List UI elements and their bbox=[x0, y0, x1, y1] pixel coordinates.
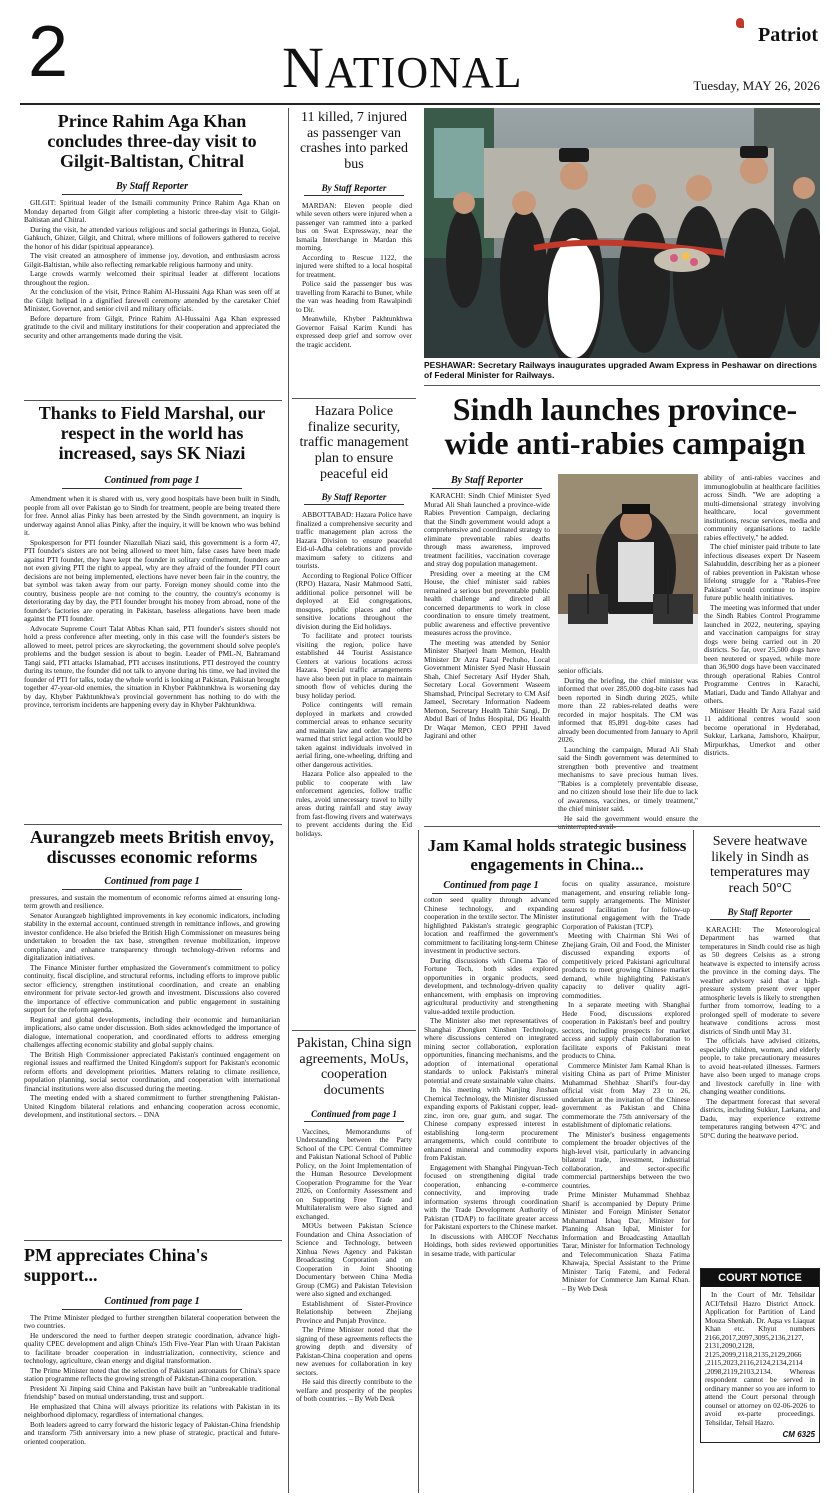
byline-rule bbox=[304, 504, 404, 505]
paragraph: Advocate Supreme Court Talat Abbas Khan said, PTI founder's sisters should not hold a press conference after meeting, only in this case will the founder's sisters be allowed to meet, petrol prices are skyrocketing, the government should solve people's problems and the budget session is about to begin. Leader of PML-N, Bahramand Tangi said, PTI attacks Islamabad, PTI accuses institutions, PTI destroyed the country during its tenure, the founder did not talk to anyone during his time, we had invited the founder of PTI for talks, today the whole world is looking at Pakistan, Pakistan brought together 47-year-old enemies, the situation in Khyber Pakhtunkhwa is worsening day by day, Khyber Pakhtunkhwa's provincial government has nothing to do with the province, terrorism incidents are happening every day in Khyber Pakhtunkhwa. bbox=[24, 623, 280, 710]
paragraph: KARACHI: Sindh Chief Minister Syed Murad Ali Shah launched a province-wide Rabies Prevention Campaign, declaring that the Sindh government would adopt a comprehensive and coordinated strategy to eliminate preventable rabies deaths through mass awareness, improved treatment facilities, vaccination coverage and stray dog population management. bbox=[424, 491, 550, 568]
paragraph: ability of anti-rabies vaccines and immunoglobulin at healthcare facilities across Sindh. "We are adopting a multi-dimensional strategy involving healthcare, local government institutions, rescue services, media and community organisations to tackle rabies effectively," he added. bbox=[704, 473, 820, 542]
rabies-byline-wrap bbox=[424, 475, 550, 489]
byline-rule bbox=[304, 1121, 404, 1122]
headline: Thanks to Field Marshal, our respect in the world has increased, says SK Niazi bbox=[38, 403, 266, 463]
paragraph: Senator Aurangzeb highlighted improvements in key economic indicators, including stability in the external account, continued strength in remittance inflows, and growing investor confidence. He also briefed the British High Commissioner on measures being undertaken to broaden the tax base, strengthen revenue mobilization, improve compliance, and enhance transparency through technology-driven reforms and digitalization initiatives. bbox=[24, 910, 280, 963]
headline: Hazara Police finalize security, traffic management plan to ensure peaceful eid bbox=[299, 404, 409, 482]
paragraph: During the briefing, the chief minister was informed that over 285,000 dog-bite cases had been reported in Sindh during 2025, while more than 22 rabies-related deaths were recorded in major hospitals. The CM was informed that 85,891 dog-bite cases had already been documented from January to April 2026. bbox=[558, 675, 698, 744]
paragraph: KARACHI: The Meteorological Department has warned that temperatures in Sindh could rise as high as 50 degrees Celsius as a strong heatwave is expected to intensify across the province in the coming days. The weather advisory said that a high-pressure system present over upper atmospheric levels is likely to strengthen further from tomorrow, leading to a prolonged spell of moderate to severe heatwave conditions across most districts of Sindh until May 31. bbox=[700, 924, 820, 1036]
court-notice-text: In the Court of Mr. Tehsildar ACI/Tehsil Hazro District Attock. Application for Partition of Land Mouza Shenkah. Dr. Aqsa vs Liaquat Khan etc. Khyut numbers 2166,2017,2097,3095,2136,2127, 2131,2090,2128, 2125,2099,2118,2135,2129,2066 ,2115,2023,2116,2124,2134,2114 ,2098,2119,2103,2134. Whereas respondent cannot be served in ordinary manner so you are inform to attend the Court personal through counsel or attorney on 02-06-2026 to avoid ex-parte proceedings. Tehsildar, Tehsil Hazro. bbox=[705, 1290, 815, 1427]
paragraph: Establishment of Sister-Province Relationship between Zhejiang Province and Punjab Province. bbox=[296, 1298, 412, 1325]
article-body bbox=[24, 199, 280, 340]
byline-rule bbox=[62, 194, 242, 195]
byline-rule bbox=[62, 1309, 242, 1310]
masthead bbox=[0, 0, 840, 104]
paragraph: pressures, and sustain the momentum of economic reforms aimed at ensuring long-term growth and resilience. bbox=[24, 892, 280, 911]
section-title bbox=[282, 35, 523, 100]
headline: Aurangzeb meets British envoy, discusses economic reforms bbox=[30, 827, 274, 867]
article-body bbox=[296, 1128, 412, 1404]
jam-kamal-col-1 bbox=[424, 896, 558, 1259]
paragraph: According to Regional Police Officer (RPO) Hazara, Nasir Mahmood Satti, additional police personnel will be deployed at Eid congregations, mosques, public places and other sensitive locations throughout the division during the Eid holidays. bbox=[296, 570, 412, 631]
byline-rule bbox=[432, 893, 550, 894]
paragraph: The Prime Minister pledged to further strengthen bilateral cooperation between the two countries. bbox=[24, 1312, 280, 1331]
paragraph: Engagement with Shanghai Pingyuan-Tech focused on strengthening digital trade cooperation, enhancing e-commerce connectivity, and improving trade information systems through coordination with the Trade Development Authority of Pakistan (TDAP) to facilitate greater access for Pakistani exporters to the Chinese market. bbox=[424, 1162, 558, 1231]
paragraph: Prime Minister Muhammad Shehbaz Sharif is accompanied by Deputy Prime Minister and Foreign Minister Senator Muhammad Ishaq Dar, Minister for Planning Ahsan Iqbal, Minister for Information and Broadcasting Attaullah Tarar, Minister for Information Technology and Telecommunication Shaza Fatima Khawaja, Special Assistant to the Prime Minister Tariq Fatemi, and Federal Minister for Commerce Jam Kamal Khan. – By Web Desk bbox=[562, 1190, 690, 1293]
rabies-col-1 bbox=[424, 492, 550, 742]
article-heatwave bbox=[700, 834, 820, 1141]
divider bbox=[292, 398, 416, 399]
article-niazi bbox=[24, 404, 280, 711]
paragraph: The meeting was informed that under the Sindh Rabies Control Programme launched in 2022, neutering, spaying and vaccination campaigns for stray dogs were being carried out in 20 districts. So far, over 25,500 dogs have been neutered or spayed, while more than 36,900 dogs have been vaccinated through operational Rabies Control Programme Centres in Karachi, Matiari, Dadu and Tando Allahyar and others. bbox=[704, 602, 820, 705]
rabies-col-3 bbox=[704, 474, 820, 759]
byline: Continued from page 1 bbox=[104, 1295, 200, 1307]
paragraph: Amendment when it is shared with us, very good hospitals have been built in Sindh, people from all over Pakistan go to Sindh for treatment, people are being treated there for free. Annol alias Pinky has been arrested by the Sindh government, an inquiry is underway against Annol alias Pinky, after the inquiry, it will be known who was behind it. bbox=[24, 494, 280, 538]
paragraph: President Xi Jinping said China and Pakistan have built an "unbreakable traditional friendship" based on mutual understanding, trust and support. bbox=[24, 1383, 280, 1402]
court-notice-body bbox=[701, 1287, 819, 1430]
byline-rule bbox=[62, 889, 242, 890]
paragraph: In his meeting with Nanjing Jinshan Chemical Technology, the Minister discussed expanding exports of Pakistani copper, lead-zinc, iron ore, guar gum, and sugar. The Chinese company expressed interest in establishing long-term procurement arrangements, which could contribute to enhanced mineral and commodity exports from Pakistan. bbox=[424, 1085, 558, 1162]
column-rule bbox=[693, 830, 694, 1493]
divider bbox=[24, 1240, 282, 1241]
paragraph: The Finance Minister further emphasized the Government's commitment to policy continuity, fiscal discipline, and structural reforms, including efforts to improve public sector efficiency, strengthen institutional coordination, and create an enabling environment for private sector-led growth and investment. Discussions also covered the importance of effective communication and public engagement in sustaining support for the reform agenda. bbox=[24, 962, 280, 1015]
divider bbox=[424, 826, 820, 827]
article-aurangzeb bbox=[24, 828, 280, 1121]
article-body bbox=[24, 495, 280, 710]
byline: Continued from page 1 bbox=[443, 880, 539, 891]
paragraph: Police said the passenger bus was travelling from Karachi to Buner, while the van was heading from Rawalpindi to Dir. bbox=[296, 279, 412, 314]
article-aga-khan bbox=[24, 112, 280, 341]
headline: Severe heatwave likely in Sindh as temperatures may reach 50°C bbox=[710, 834, 810, 897]
paragraph: GILGIT: Spiritual leader of the Ismaili community Prince Rahim Aga Khan on Monday departed from Gilgit after completing a historic three-day visit to Gilgit-Baltistan and Chitral. bbox=[24, 198, 280, 225]
paragraph: Spokesperson for PTI founder Niazullah Niazi said, this government is a form 47, PTI founder's sisters are not being allowed to meet him, false cases have been made against PTI founder, they have kept the founder in solitary confinement, founders are not even giving PTI the right to appeal, why are they afraid of the founder PTI court decisions are not being implemented, elections have never been fair in the country, the bat symbol was taken away from our party. Foreign money should come into the country, business people are not coming to the country, the country's economy is deteriorating day by day, the PTI founder brought his money from abroad, none of the founder's factories are operating in Pakistan, baseless allegations have been made against the PTI founder. bbox=[24, 537, 280, 624]
paragraph: Commerce Minister Jam Kamal Khan is visiting China as part of Prime Minister Muhammad Shehbaz Sharif's four-day official visit from May 23 to 26, undertaken at the invitation of the Chinese government as Pakistan and China commemorate the 75th anniversary of the establishment of diplomatic relations. bbox=[562, 1060, 690, 1129]
paragraph: MARDAN: Eleven people died while seven others were injured when a passenger van rammed into a parked bus on Swat Expressway, near the Ismaila Interchange in Mardan this morning. bbox=[296, 200, 412, 253]
paragraph: Meeting with Chairman Shi Wei of Zhejiang Grain, Oil and Food, the Minister discussed expanding exports of competitively priced Pakistani agricultural products to meet growing Chinese market demand, while highlighting Pakistan's capacity to deliver quality agri-commodities. bbox=[562, 931, 690, 1000]
byline: By Staff Reporter bbox=[321, 492, 387, 503]
paragraph: Regional and global developments, including their economic and humanitarian implications, also came under discussion. Both sides acknowledged the importance of dialogue, international cooperation, and coordinated efforts to address emerging challenges affecting economic stability and global supply chains. bbox=[24, 1014, 280, 1050]
byline: Continued from page 1 bbox=[311, 1108, 397, 1119]
paragraph: Hazara Police also appealed to the public to cooperate with law enforcement agencies, follow traffic rules, avoid unnecessary travel to hilly areas during rainfall and stay away from fast-flowing rivers and waterways to prevent accidents during the Eid holidays. bbox=[296, 769, 412, 838]
paragraph: He said the government would ensure the bbox=[564, 813, 698, 823]
paragraph: Police contingents will remain deployed in markets and crowded commercial areas to enhance security and maintain law and order. The RPO warned that strict legal action would be taken against individuals involved in aerial firing, one-wheeling, drifting and other dangerous activities. bbox=[296, 700, 412, 769]
paragraph: The meeting was attended by Senior Minister Sharjeel Inam Memon, Health Minister Dr Azra Fazal Pechuho, Local Government Minister Syed Nasir Hussain Shah, Chief Secretary Asif Hyder Shah, Secretary Local Government Waseem Shamshad, Principal Secretary to CM Asif Jameel, Secretary Information Nadeem Memon, Secretary Health Tahir Sangi, Dr Abdul Bari of Indus Hospital, DG Health Dr Waqar Memon, CEO PPHI Javed Jagirani and other bbox=[424, 637, 550, 740]
byline-rule bbox=[710, 919, 810, 920]
rabies-col-2 bbox=[558, 667, 698, 833]
paragraph: The chief minister paid tribute to late infectious diseases expert Dr Naseem Salahuddin, describing her as a pioneer of rabies prevention in Pakistan whose lifelong struggle for a "Rabies-Free Pakistan" would continue to inspire future public health initiatives. bbox=[704, 542, 820, 602]
headline: 11 killed, 7 injured as passenger van crashes into parked bus bbox=[299, 110, 409, 173]
jam-kamal-byline-wrap bbox=[424, 880, 558, 894]
paragraph: MOUs between Pakistan Science Foundation and China Association of Science and Technology, between Xinhua News Agency and Pakistan Broadcasting Corporation and on Cooperation in Joint Shooting Documentary between China Media Group (CMG) and Pakistan Television were also signed and exchanged. bbox=[296, 1221, 412, 1299]
jam-kamal-col-2 bbox=[562, 880, 690, 1294]
byline: By Staff Reporter bbox=[450, 475, 524, 486]
paragraph: Large crowds warmly welcomed their spiritual leader at different locations throughout the region. bbox=[24, 269, 280, 287]
paragraph: During discussions with Cinema Tao of Fortune Tech, both sides explored opportunities in organic products, seed development, and technology-driven quality enhancement, with emphasis on improving agricultural productivity and strengthening value-added textile production. bbox=[424, 955, 558, 1016]
article-body bbox=[24, 894, 280, 1120]
paragraph: At the conclusion of the visit, Prince Rahim Al-Hussaini Aga Khan was seen off at the Gilgit helipad in a dignified farewell ceremony attended by the caretaker Chief Minister, Governor, and senior civil and military officials. bbox=[24, 287, 280, 314]
issue-date: Tuesday, MAY 26, 2026 bbox=[693, 78, 820, 93]
paragraph: The Prime Minister noted that the selection of Pakistani astronauts for China's space station programme reflects the growing strength of Pakistan-China cooperation. bbox=[24, 1365, 280, 1384]
column-rule bbox=[418, 830, 419, 1493]
paragraph: Vaccines, Memorandums of Understanding between the Party School of the CPC Central Committee and Pakistan National School of Public Policy, on the Joint Implementation of the Human Resource Development Cooperation Programme for the Year 2026, on Conformity Assessment and on Supporting Free Trade and Multilateralism were also signed and exchanged. bbox=[296, 1126, 412, 1221]
byline: By Staff Reporter bbox=[321, 182, 387, 193]
article-pm-china bbox=[24, 1246, 280, 1447]
byline-rule bbox=[304, 195, 404, 196]
paragraph: He said this directly contribute to the welfare and prosperity of the peoples of both countries. – By Web Desk bbox=[296, 1377, 412, 1404]
paragraph: The visit created an atmosphere of immense joy, devotion, and enthusiasm across Gilgit-Baltistan, while also reflecting remarkable religious harmony and unity. bbox=[24, 251, 280, 269]
masthead-rule bbox=[20, 103, 820, 105]
headline: Prince Rahim Aga Khan concludes three-day visit to Gilgit-Baltistan, Chitral bbox=[47, 111, 257, 171]
jam-kamal-headline: Jam Kamal holds strategic business engagements in China... bbox=[427, 836, 687, 874]
article-body bbox=[700, 926, 820, 1141]
divider bbox=[292, 1030, 416, 1031]
paragraph: The Prime Minister noted that the signing of these agreements reflects the growing depth and diversity of Pakistan-China cooperation and opens new avenues for collaboration in key sectors. bbox=[296, 1325, 412, 1377]
article-hazara bbox=[296, 404, 412, 839]
byline-rule bbox=[432, 488, 542, 489]
paragraph: During the visit, he attended various religious and social gatherings in Hunza, Gojal, Gahkuch, Ghizer, Gilgit, and Chitral, where millions of followers gathered to receive the honor of his didar (spiritual appearance). bbox=[24, 224, 280, 251]
section-title-text: NATIONAL bbox=[282, 35, 523, 100]
paragraph: senior officials. bbox=[558, 666, 604, 675]
court-notice bbox=[700, 1268, 820, 1443]
court-notice-code: CM 6325 bbox=[782, 1430, 815, 1439]
paragraph: In discussions with AHCOF Necchatus Holdings, both sides reviewed opportunities in sesame trade, with particular bbox=[424, 1231, 558, 1258]
divider bbox=[24, 824, 282, 825]
paragraph: To facilitate and protect tourists visiting the region, police have established 44 Tourist Assistance Centers at various locations across Hazara. Special traffic arrangements have also been put in place to maintain smooth flow of vehicles during the busy holiday period. bbox=[296, 631, 412, 700]
paragraph: The British High Commissioner appreciated Pakistan's continued engagement on regional issues and reaffirmed the United Kingdom's support for Pakistan's economic reform efforts and development priorities. Matters relating to climate resilience, population planning, social sector coordination, and cooperation with international financial institutions were also discussed during the meeting. bbox=[24, 1049, 280, 1093]
paragraph: cotton seed quality through advanced Chinese technology, and expanding cooperation in the textile sector. The Minister highlighted Pakistan's strategic geographic location and reaffirmed the government's commitment to facilitating long-term Chinese investment in productive sectors. bbox=[424, 895, 558, 955]
paragraph: The Minister also met representatives of Shanghai Zhongken Xinshen Technology, where discussions centered on integrated mining sector collaboration, exploration opportunities, financing mechanisms, and the adoption of international operational standards to unlock Pakistan's mineral potential and create sustainable value chains. bbox=[424, 1016, 558, 1085]
paragraph: In a separate meeting with Shanghai Hede Food, discussions explored cooperation in Pakistan's beef and poultry sectors, including prospects for market access and supply chain collaboration to facilitate exports of Pakistani meat products to China. bbox=[562, 1000, 690, 1060]
paragraph: He underscored the need to further deepen strategic coordination, advance high-quality CPEC development and align China's 15th Five-Year Plan with Uraan Pakistan to facilitate broader cooperation in industrialization, connectivity, science and technology, agriculture, clean energy and digital transformation. bbox=[24, 1330, 280, 1366]
paragraph: ABBOTTABAD: Hazara Police have finalized a comprehensive security and traffic management plan across the Hazara Division to ensure peaceful Eid-ul-Adha celebrations and provide maximum safety to citizens and tourists. bbox=[296, 510, 412, 571]
paragraph: The officials have advised citizens, especially children, women, and elderly people, to take precautionary measures to avoid heat-related illnesses. Farmers have also been urged to manage crops and livestock carefully in line with changing weather conditions. bbox=[700, 1036, 820, 1097]
railways-photo bbox=[424, 108, 820, 358]
page-number: 2 bbox=[28, 12, 69, 92]
divider bbox=[424, 385, 820, 386]
paragraph: The department forecast that several districts, including Sukkur, Larkana, and Dadu, may experience extreme temperatures ranging between 47°C and 50°C during the heatwave period. bbox=[700, 1096, 820, 1140]
paragraph: Both leaders agreed to carry forward the historic legacy of Pakistan-China friendship and transform 75th anniversary into a new phase of strategic, practical and future-oriented cooperation. bbox=[24, 1419, 280, 1446]
paper-logo bbox=[758, 24, 818, 47]
paragraph: Presiding over a meeting at the CM House, the chief minister said rabies remained a serious but preventable public health challenge and directed all concerned departments to work in close coordination to ensure timely treatment, public awareness and effective preventive measures across the province. bbox=[424, 568, 550, 637]
paragraph: He emphasized that China will always prioritize its relations with Pakistan in its neighborhood diplomacy, regardless of international changes. bbox=[24, 1401, 280, 1420]
photo-caption: PESHAWAR: Secretary Railways inaugurates upgraded Awam Express in Peshawar on directions of Federal Minister for Railways. bbox=[424, 360, 818, 380]
paragraph: Minister Health Dr Azra Fazal said 11 additional centres would soon become operational in Hyderabad, Sukkur, Larkana, Jamshoro, Khairpur, Mirpurkhas, Umerkot and other districts. bbox=[704, 705, 820, 757]
railways-photo-image bbox=[424, 108, 820, 358]
paper-name: Patriot bbox=[758, 24, 818, 46]
paragraph: Before departure from Gilgit, Prince Rahim Al-Hussaini Aga Khan expressed gratitude to the civil and military institutions for their cooperation and appreciated the security and other arrangements made during the visit. bbox=[24, 313, 280, 340]
byline-rule bbox=[62, 488, 242, 489]
divider bbox=[24, 400, 282, 401]
byline: Continued from page 1 bbox=[104, 475, 200, 487]
paragraph: focus on quality assurance, moisture management, and ensuring reliable long-term supply arrangements. The Minister assured facilitation for follow-up institutional engagement with the Trade Corporation of Pakistan (TCP). bbox=[562, 879, 690, 931]
paragraph: According to Rescue 1122, the injured were shifted to a local hospital for treatment. bbox=[296, 252, 412, 279]
article-body bbox=[296, 202, 412, 350]
paragraph: The Minister's business engagements complement the broader objectives of the high-level visit, particularly in advancing bilateral trade, investment, industrial collaboration, and sector-specific commercial partnerships between the two countries. bbox=[562, 1129, 690, 1190]
column-rule bbox=[288, 108, 289, 1493]
article-body bbox=[296, 511, 412, 838]
rabies-photo-image bbox=[558, 474, 698, 664]
paragraph: Meanwhile, Khyber Pakhtunkhwa Governor Faisal Karim Kundi has expressed deep grief and sorrow over the tragic accident. bbox=[296, 314, 412, 349]
article-pak-china-mou bbox=[296, 1036, 412, 1405]
paragraph: Launching the campaign, Murad Ali Shah said the Sindh government was determined to strengthen both preventive and treatment mechanisms to save precious human lives. "Rabies is a completely preventable disease, and no citizen should lose their life due to lack of awareness, vaccines, or timely treatment," the chief minister said. bbox=[558, 744, 698, 813]
headline: PM appreciates China's support... bbox=[24, 1245, 208, 1285]
paragraph: The meeting ended with a shared commitment to further strengthening Pakistan-United Kingdom bilateral relations and enhancing cooperation across economic, development, and institutional sectors. – DNA bbox=[24, 1093, 280, 1120]
red-logo-mark bbox=[736, 18, 744, 28]
rabies-headline: Sindh launches province-wide anti-rabies campaign bbox=[444, 391, 806, 461]
byline: By Staff Reporter bbox=[115, 181, 189, 193]
headline: Pakistan, China sign agreements, MoUs, cooperation documents bbox=[296, 1036, 412, 1099]
rabies-photo bbox=[558, 474, 698, 664]
byline: Continued from page 1 bbox=[104, 875, 200, 887]
article-van-crash bbox=[296, 110, 412, 350]
article-body bbox=[24, 1314, 280, 1447]
court-notice-title: COURT NOTICE bbox=[701, 1269, 819, 1287]
byline: By Staff Reporter bbox=[727, 906, 793, 917]
